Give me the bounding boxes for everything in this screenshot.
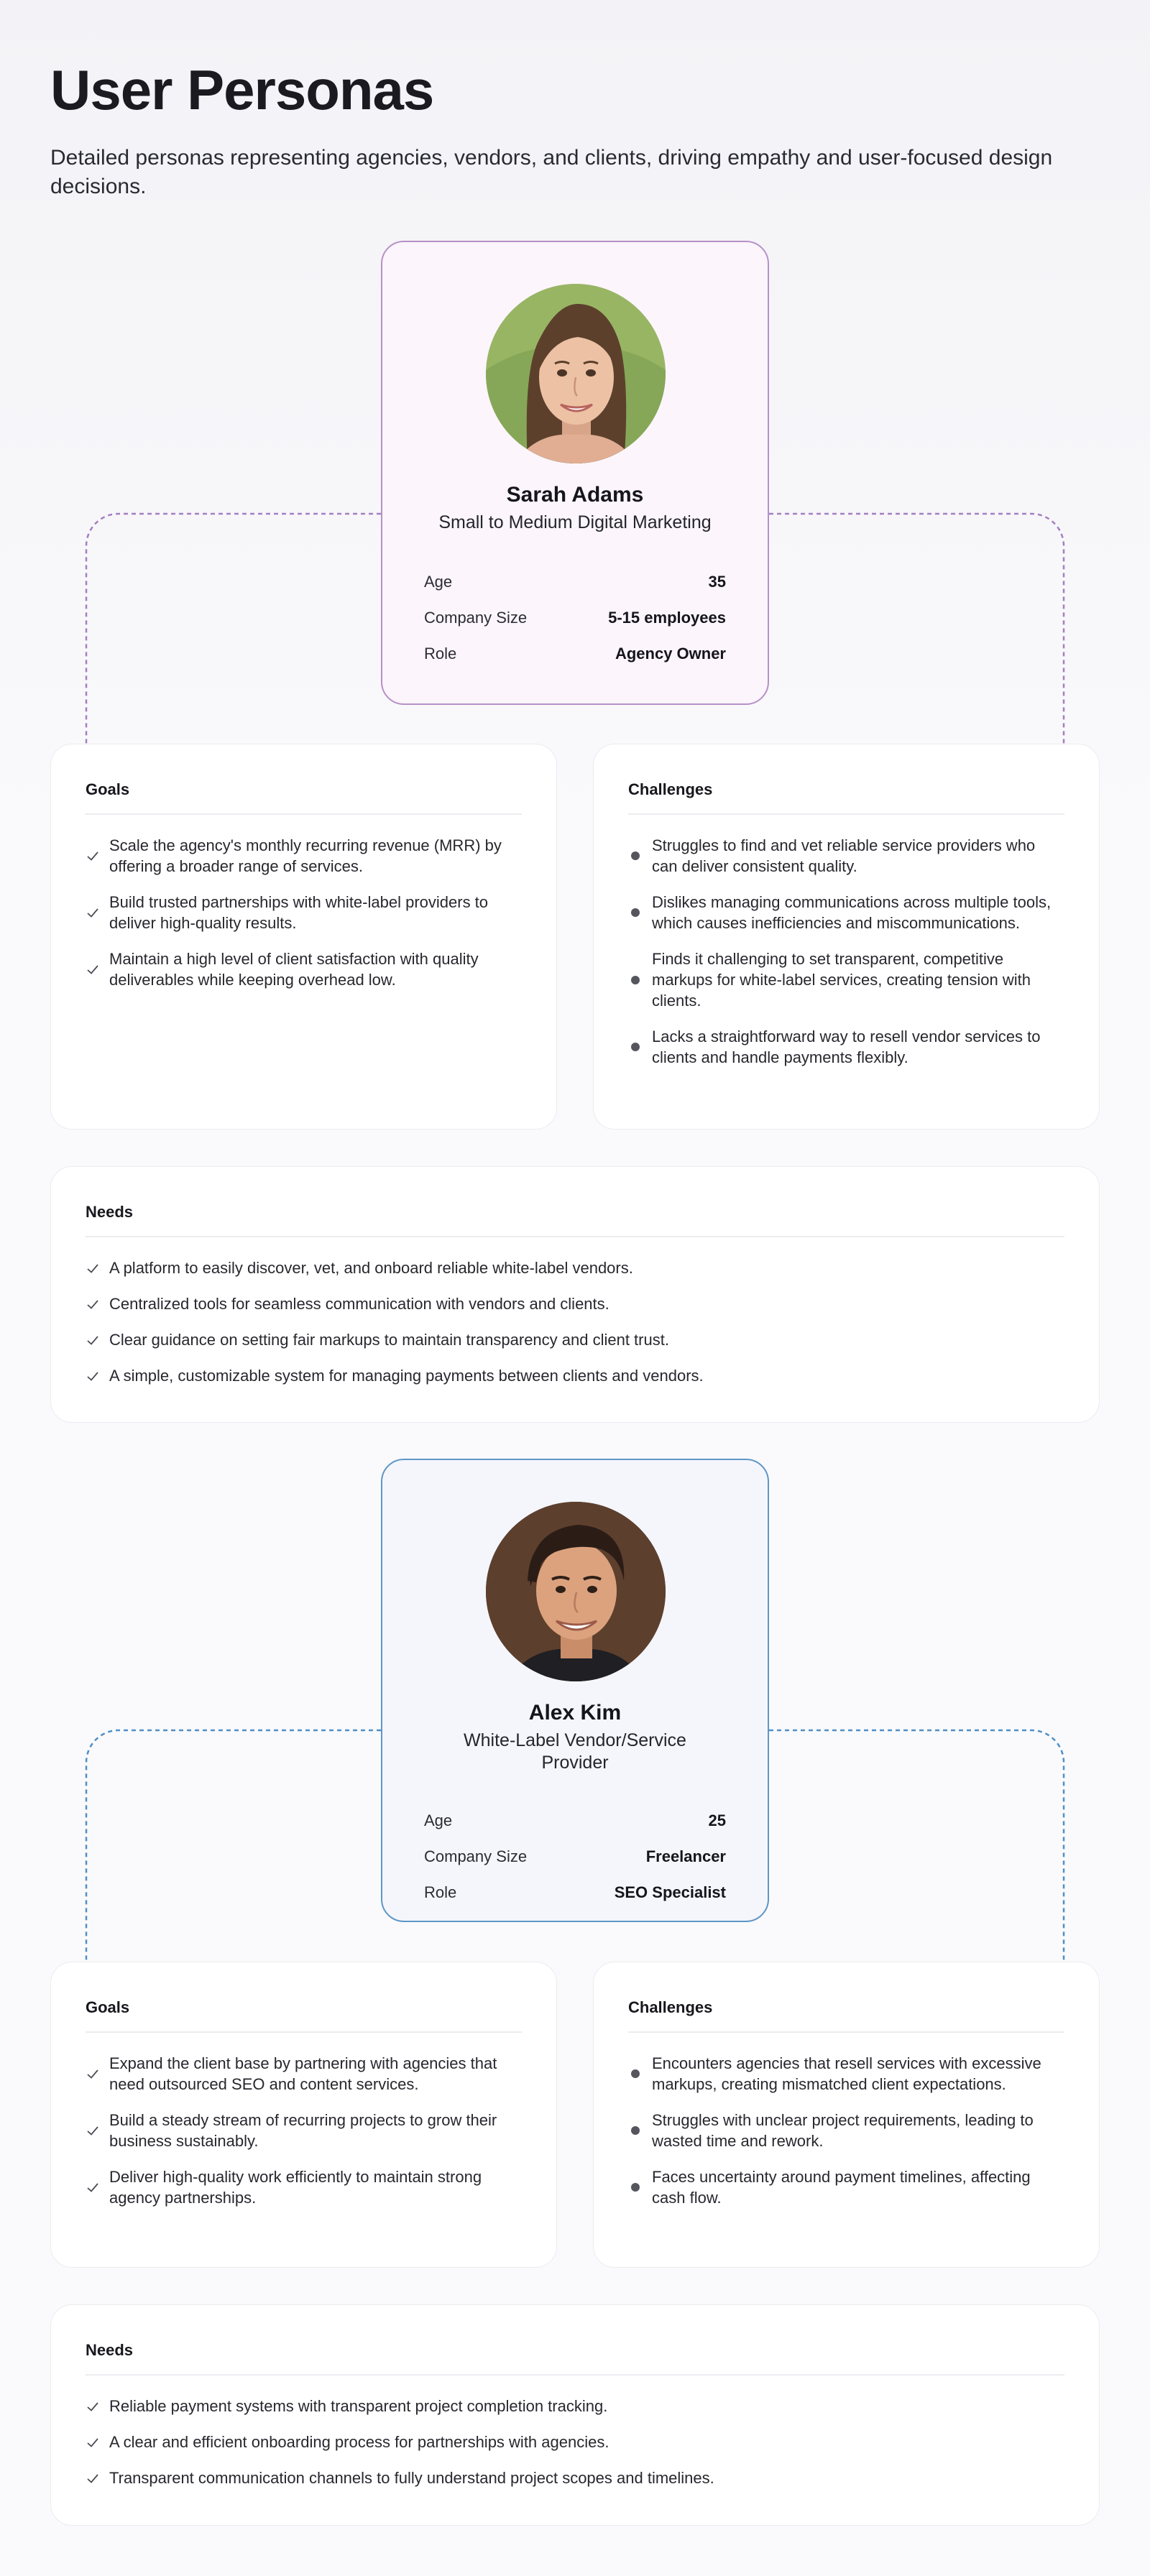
stat-value: SEO Specialist <box>614 1883 726 1901</box>
stat-value: 5-15 employees <box>608 609 726 627</box>
stat-value: 25 <box>708 1811 726 1829</box>
list-item <box>628 1026 1064 1068</box>
list-item <box>628 2110 1064 2151</box>
list-item-text: Struggles with unclear project requirements, leading to wasted time and rework. <box>652 2111 1034 2150</box>
list-item <box>628 892 1064 933</box>
list-item-text: A simple, customizable system for managing payments between clients and vendors. <box>109 1367 704 1385</box>
list-item <box>86 835 522 877</box>
check-icon <box>86 1293 101 1314</box>
list-item-text: Maintain a high level of client satisfaction with quality deliverables while keeping overhead low. <box>109 950 479 989</box>
list-item <box>86 2110 522 2151</box>
panel-title: Goals <box>86 780 130 798</box>
needs-list <box>86 1257 1064 1401</box>
bullet-dot-icon <box>628 835 644 877</box>
list-item-text: Build trusted partnerships with white-label providers to deliver high-quality results. <box>109 893 489 932</box>
check-icon <box>86 2110 101 2151</box>
list-item <box>86 1329 1064 1350</box>
list-item-text: Dislikes managing communications across multiple tools, which causes inefficiencies and miscommunications. <box>652 893 1052 932</box>
list-item <box>628 835 1064 877</box>
list-item-text: Centralized tools for seamless communication with vendors and clients. <box>109 1295 610 1313</box>
list-item-text: Deliver high-quality work efficiently to maintain strong agency partnerships. <box>109 2168 482 2207</box>
list-item-text: Struggles to find and vet reliable service providers who can deliver consistent quality. <box>652 836 1036 875</box>
check-icon <box>86 2053 101 2095</box>
persona-stats <box>424 1803 726 1911</box>
stat-row-role <box>424 1875 726 1911</box>
check-icon <box>86 2396 101 2416</box>
list-item-text: Expand the client base by partnering with agencies that need outsourced SEO and content services. <box>109 2054 497 2093</box>
needs-panel <box>50 2304 1100 2526</box>
list-item-text: A platform to easily discover, vet, and onboard reliable white-label vendors. <box>109 1259 633 1277</box>
persona-role: Small to Medium Digital Marketing <box>438 512 712 532</box>
stat-row-role <box>424 636 726 672</box>
list-item-text: Faces uncertainty around payment timelines, affecting cash flow. <box>652 2168 1031 2207</box>
list-item-text: Reliable payment systems with transparent project completion tracking. <box>109 2397 608 2415</box>
portrait-woman-icon <box>486 284 666 463</box>
profile-card <box>381 241 769 705</box>
list-item <box>86 1365 1064 1386</box>
list-item-text: Build a steady stream of recurring projects to grow their business sustainably. <box>109 2111 497 2150</box>
list-item <box>628 948 1064 1011</box>
list-item-text: Finds it challenging to set transparent, competitive markups for white-label services, creating tension with clients. <box>652 950 1031 1010</box>
list-item <box>86 948 522 990</box>
avatar <box>486 1502 666 1681</box>
stat-value: 35 <box>708 573 726 591</box>
list-item <box>628 2166 1064 2208</box>
stat-value: Agency Owner <box>615 645 726 663</box>
list-item <box>86 892 522 933</box>
stat-label: Age <box>424 573 453 591</box>
needs-panel <box>50 1166 1100 1423</box>
list-item <box>86 2053 522 2095</box>
divider <box>86 1236 1064 1237</box>
check-icon <box>86 2467 101 2488</box>
stat-label: Role <box>424 1883 457 1901</box>
check-icon <box>86 1329 101 1350</box>
list-item <box>86 1257 1064 1278</box>
stat-row-company-size <box>424 1839 726 1875</box>
bullet-dot-icon <box>628 948 644 1011</box>
list-item <box>86 1293 1064 1314</box>
check-icon <box>86 2432 101 2452</box>
check-icon <box>86 1257 101 1278</box>
needs-list <box>86 2396 1064 2503</box>
bullet-dot-icon <box>628 892 644 933</box>
page-title: User Personas <box>50 58 434 121</box>
stat-label: Company Size <box>424 609 528 627</box>
stat-row-age <box>424 564 726 600</box>
goals-list <box>86 835 522 1005</box>
check-icon <box>86 2166 101 2208</box>
bullet-dot-icon <box>628 1026 644 1068</box>
persona-role: White-Label Vendor/Service Provider <box>464 1730 686 1773</box>
list-item-text: Lacks a straightforward way to resell vendor services to clients and handle payments flexibly. <box>652 1028 1041 1066</box>
divider <box>86 813 522 815</box>
avatar <box>486 284 666 463</box>
panel-title: Goals <box>86 1998 130 2016</box>
list-item <box>628 2053 1064 2095</box>
panel-title: Needs <box>86 1203 134 1221</box>
check-icon <box>86 948 101 990</box>
list-item-text: A clear and efficient onboarding process for partnerships with agencies. <box>109 2433 610 2451</box>
stat-row-age <box>424 1803 726 1839</box>
challenges-list <box>628 2053 1064 2223</box>
list-item <box>86 2166 522 2208</box>
goals-panel <box>50 1962 557 2268</box>
page-subtitle: Detailed personas representing agencies, vendors, and clients, driving empathy and user-focused design decisions. <box>50 146 1053 198</box>
divider <box>628 2031 1064 2033</box>
bullet-dot-icon <box>628 2053 644 2095</box>
list-item <box>86 2467 1064 2488</box>
list-item-text: Clear guidance on setting fair markups to maintain transparency and client trust. <box>109 1331 669 1349</box>
panel-title: Challenges <box>628 780 713 798</box>
challenges-panel <box>593 744 1100 1130</box>
divider <box>628 813 1064 815</box>
persona-alex-kim <box>0 1459 1150 2526</box>
persona-name: Sarah Adams <box>506 483 644 507</box>
divider <box>86 2031 522 2033</box>
list-item-text: Encounters agencies that resell services with excessive markups, creating mismatched client expectations. <box>652 2054 1041 2093</box>
persona-sarah-adams <box>0 241 1150 1423</box>
goals-panel <box>50 744 557 1130</box>
list-item <box>86 2432 1064 2452</box>
bullet-dot-icon <box>628 2110 644 2151</box>
list-item-text: Scale the agency's monthly recurring revenue (MRR) by offering a broader range of services. <box>109 836 502 875</box>
challenges-list <box>628 835 1064 1083</box>
divider <box>86 2374 1064 2376</box>
stat-value: Freelancer <box>645 1847 726 1865</box>
check-icon <box>86 892 101 933</box>
goals-list <box>86 2053 522 2223</box>
stat-label: Role <box>424 645 457 663</box>
challenges-panel <box>593 1962 1100 2268</box>
persona-name: Alex Kim <box>528 1701 622 1725</box>
panel-title: Needs <box>86 2341 134 2359</box>
panel-title: Challenges <box>628 1998 713 2016</box>
stat-label: Age <box>424 1811 453 1829</box>
list-item <box>86 2396 1064 2416</box>
stat-row-company-size <box>424 600 726 636</box>
check-icon <box>86 835 101 877</box>
portrait-man-icon <box>486 1502 666 1681</box>
profile-card <box>381 1459 769 1922</box>
check-icon <box>86 1365 101 1386</box>
list-item-text: Transparent communication channels to fully understand project scopes and timelines. <box>109 2469 714 2487</box>
persona-stats <box>424 564 726 672</box>
stat-label: Company Size <box>424 1847 528 1865</box>
bullet-dot-icon <box>628 2166 644 2208</box>
